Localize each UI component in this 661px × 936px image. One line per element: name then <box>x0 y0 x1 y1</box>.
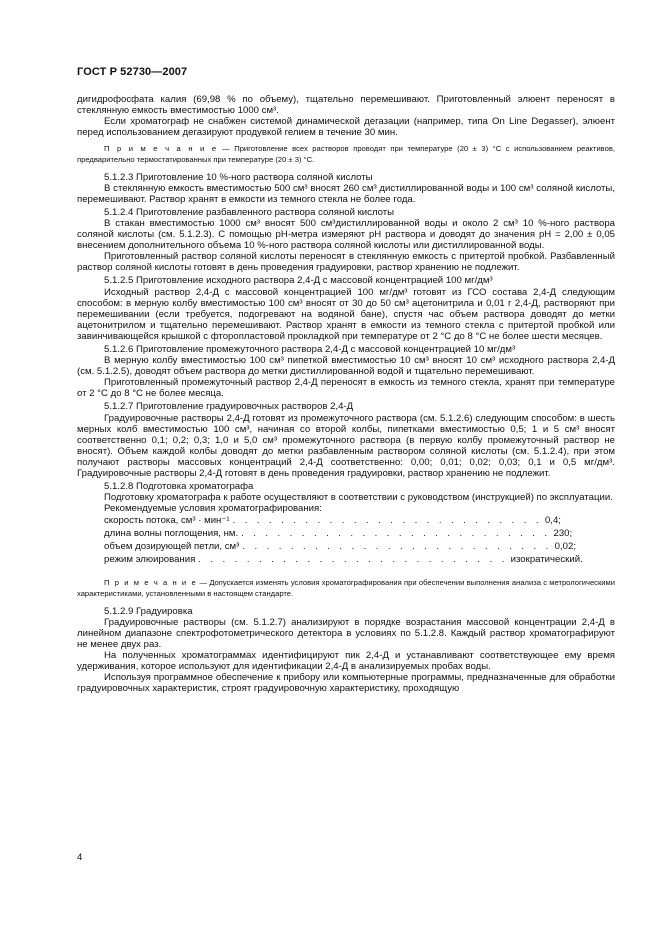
paragraph: Приготовленный раствор соляной кислоты переносят в стеклянную емкость с притертой пробкой. Разбавленный раствор соляной кислоты готовят в день проведения градуировки, раствор хранению не подлежит. <box>77 251 615 274</box>
condition-value: изократический. <box>510 554 583 566</box>
section-heading: 5.1.2.8 Подготовка хроматографа <box>104 481 254 493</box>
paragraph: Градуировочные растворы 2,4-Д готовят из промежуточного раствора (см. 5.1.2.6) следующим способом: в шесть мерных колб вместимостью 100 см³, начиная со второй колбы, пипетками вместимостью 0,5; 1 и 5 см³ вносят соответственно 0,1; 0,2; 0,3; 1,0 и 5,0 см³ промежуточного раствора (в первую колбу промежуточный раствор не вносят). Объем каждой колбы доводят до метки разбавленным раствором соляной кислоты (см. 5.1.2.4), при этом получают растворы массовых концентраций 2,4-Д соответственно: 0,00; 0,01; 0,02; 0,03; 0,1 и 0,5 мг/дм³. Градуировочные растворы 2,4-Д готовят в день проведения градуировки, раствор хранению не подлежит. <box>77 412 615 479</box>
section-heading: 5.1.2.6 Приготовление промежуточного раствора 2,4-Д с массовой концентрацией 10 мг/дм³ <box>104 343 516 355</box>
paragraph: В стакан вместимостью 1000 см³ вносят 500 см³дистиллированной воды и около 2 см³ 10 %-ного раствора соляной кислоты (см. 5.1.2.3). С помощью pH-метра измеряют pH раствора и доводят до значения pH = 2,00 ± 0,05 внесением дополнительного объема 10 %-ного раствора соляной кислоты или дистиллированной воды. <box>77 217 615 252</box>
condition-label: скорость потока, см³ · мин⁻¹ <box>104 515 230 527</box>
dot-leader: . . . . . . . . . . . . . . . . . . . . . . . . . . <box>232 515 542 527</box>
paragraph: Приготовленный промежуточный раствор 2,4-Д переносят в емкость из темного стекла, хранят при температуре от 2 °С до 8 °С не более месяца. <box>77 377 615 400</box>
condition-label: длина волны поглощения, нм. <box>104 528 239 540</box>
note-label: П р и м е ч а н и е <box>104 578 198 588</box>
paragraph: Исходный раствор 2,4-Д с массовой концентрацией 100 мг/дм³ готовят из ГСО состава 2,4-Д следующим способом: в мерную колбу вместимостью 100 см³ вносят от 30 до 50 см³ ацетонитрила и 0,01 г 2,4-Д, растворяют при перемешивании (если требуется, подогревают на водяной бане), спустя час объем раствора доводят до метки ацетонитрилом и тщательно перемешивают. Раствор хранят в емкости из темного стекла с притертой пробкой или завинчивающейся крышкой с фторопластовой прокладкой при температуре от 2 °С до 8 °С не более шести месяцев. <box>77 286 615 342</box>
paragraph: дигидрофосфата калия (69,98 % по объему), тщательно перемешивают. Приготовленный элюент переносят в стеклянную емкость вместимостью 1000 см³. <box>77 94 615 117</box>
condition-row <box>104 527 573 540</box>
paragraph: Рекомендуемые условия хроматографирования: <box>104 503 322 515</box>
document-header: ГОСТ Р 52730—2007 <box>77 66 188 78</box>
paragraph: Подготовку хроматографа к работе осуществляют в соответствии с руководством (инструкцией) по эксплуатации. <box>104 492 613 504</box>
note <box>77 578 615 599</box>
note-text: — Допускается изменять условия хроматографирования при обеспечении выполнения анализа с метрологическими характеристиками, установленными в настоящем стандарте. <box>77 578 615 598</box>
condition-row <box>104 553 583 566</box>
condition-value: 230; <box>553 528 573 540</box>
section-heading: 5.1.2.3 Приготовление 10 %-ного раствора соляной кислоты <box>104 171 373 183</box>
document-body <box>77 94 615 694</box>
condition-label: режим элюирования <box>104 554 196 566</box>
section-heading: 5.1.2.7 Приготовление градуировочных растворов 2,4-Д <box>104 401 354 413</box>
condition-label: объем дозирующей петли, см³ <box>104 541 240 553</box>
condition-row <box>104 514 561 527</box>
paragraph: На полученных хроматограммах идентифицируют пик 2,4-Д и устанавливают соответствующее ему время удерживания, которое используют для идентификации 2,4-Д в анализируемых пробах воды. <box>77 649 615 673</box>
paragraph: В мерную колбу вместимостью 100 см³ пипеткой вместимостью 10 см³ вносят 10 см³ исходного раствора 2,4-Д (см. 5.1.2.5), доводят объем раствора до метки дистиллированной водой и тщательно перемешивают. <box>77 355 615 378</box>
paragraph: Градуировочные растворы (см. 5.1.2.7) анализируют в порядке возрастания массовой концентрации 2,4-Д в линейном диапазоне спектрофотометрического детектора в условиях по 5.1.2.8. Каждый раствор хроматографируют не менее двух раз. <box>77 616 615 650</box>
condition-row <box>104 540 577 553</box>
section-heading: 5.1.2.5 Приготовление исходного раствора 2,4-Д с массовой концентрацией 100 мг/дм³ <box>104 275 493 287</box>
condition-value: 0,02; <box>554 541 577 553</box>
note-text: — Приготовление всех растворов проводят при температуре (20 ± 3) °С с использованием реактивов, предварительно термостатированных при температуре (20 ± 3) °С. <box>77 144 615 164</box>
section-heading: 5.1.2.9 Градуировка <box>104 605 193 617</box>
page-number: 4 <box>77 852 83 863</box>
paragraph: В стеклянную емкость вместимостью 500 см³ вносят 260 см³ дистиллированной воды и 100 см³ соляной кислоты, перемешивают. Раствор хранят в емкости из темного стекла не более года. <box>77 182 615 205</box>
dot-leader: . . . . . . . . . . . . . . . . . . . . . . . . . . <box>242 541 552 553</box>
condition-value: 0,4; <box>544 515 561 527</box>
note-label: П р и м е ч а н и е <box>104 144 218 154</box>
note <box>77 144 615 165</box>
conditions-list <box>104 514 583 566</box>
dot-leader: . . . . . . . . . . . . . . . . . . . . . . . . . . <box>241 528 551 540</box>
paragraph: Используя программное обеспечение к прибору или компьютерные программы, предназначенные для обработки градуировочных характеристик, строят градуировочную характеристику, проходящую <box>77 672 615 695</box>
section-heading: 5.1.2.4 Приготовление разбавленного раствора соляной кислоты <box>104 206 395 218</box>
dot-leader: . . . . . . . . . . . . . . . . . . . . . . . . . . <box>198 554 508 566</box>
paragraph: Если хроматограф не снабжен системой динамической дегазации (например, типа On Line Degasser), элюент перед использованием дегазируют продувкой гелием в течение 30 мин. <box>77 116 615 139</box>
